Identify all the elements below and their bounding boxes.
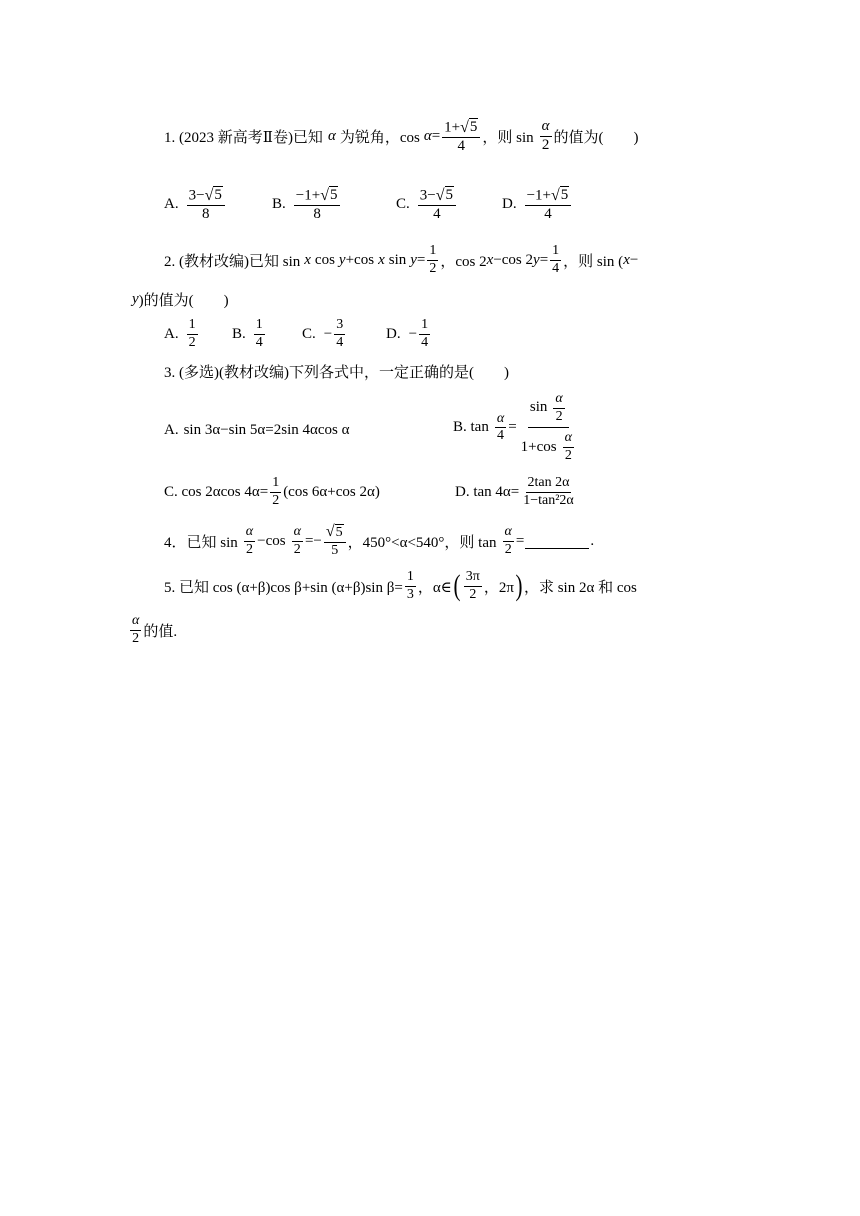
q2-option-d: D. − $\frac{1}{4}$ [386,317,429,350]
q5-line-cont: $\frac{\alpha}{2}$ 的值. [132,613,178,646]
q1-alpha: α [327,128,336,144]
q4-answer-blank[interactable] [525,534,589,549]
q5-line: 5. 已知 cos (α+β)cos β+sin (α+β)sin β= $\frac{1}{3}$ ，α∈ ( $\frac{3\pi}{2}$ ，2π ) ，求 sin 2α 和 cos [164,569,637,603]
q3-option-a: A. sin 3α−sin 5α=2sin 4αcos α [164,422,350,438]
q1-alpha2: α [423,128,432,144]
q1-tail: 的值为( ) [553,130,639,146]
q1-option-d: D. −1+ √ 5 4 [502,186,573,223]
q2-option-c: C. − $\frac{3}{4}$ [302,317,344,350]
q1-desc: 为锐角，cos [339,130,420,146]
q1-lead: 1. (2023 新高考Ⅱ卷)已知 [164,130,323,146]
q3-option-b: B. tan $\frac{\alpha}{4}$ = sin $\frac{\alpha}{2}$ 1+cos $\frac{\alpha}{2}$ [453,392,580,464]
q3-option-d: D. tan 4α= $\frac{2\tan 2\alpha}{\text{1−tan²2α}}$ [455,475,574,508]
q1-half-alpha: $\frac{\alpha}{2}$ [541,118,550,153]
q2-option-a: A. $\frac{1}{2}$ [164,317,196,350]
q4-line: 4．已知 sin $\frac{\alpha}{2}$ −cos $\frac{\alpha}{2}$ =− √ 5 5 ，450°<α<540°，则 tan $\frac{\alpha}{2}$ = . [164,523,595,559]
q3-option-c: C. cos 2αcos 4α= $\frac{1}{2}$ (cos 6α+cos 2α) [164,475,380,508]
q2-option-b: B. $\frac{1}{4}$ [232,317,263,350]
q1-cos-fraction: 1+ √ 5 4 [442,118,480,155]
q2-line: 2. (教材改编)已知 sin x cos y +cos x sin y = $\frac{1}{2}$ ，cos 2 x −cos 2 y = $\frac{1}{4}$ ，则 sin ( x − [164,243,639,276]
q1-then: ，则 sin [482,130,534,146]
q2-line-cont: y )的值为( ) [132,291,229,309]
q1-option-c: C. 3− √ 5 4 [396,186,458,223]
q1-line [164,118,639,155]
q1-option-b: B. −1+ √ 5 8 [272,186,342,223]
q1-eq: = [431,128,441,144]
q3-line: 3. (多选)(教材改编)下列各式中，一定正确的是( ) [164,365,509,381]
q3-b-big-fraction: sin $\frac{\alpha}{2}$ 1+cos $\frac{\alpha}{2}$ [520,391,572,464]
q1-option-a: A. 3− √ 5 8 [164,186,227,223]
